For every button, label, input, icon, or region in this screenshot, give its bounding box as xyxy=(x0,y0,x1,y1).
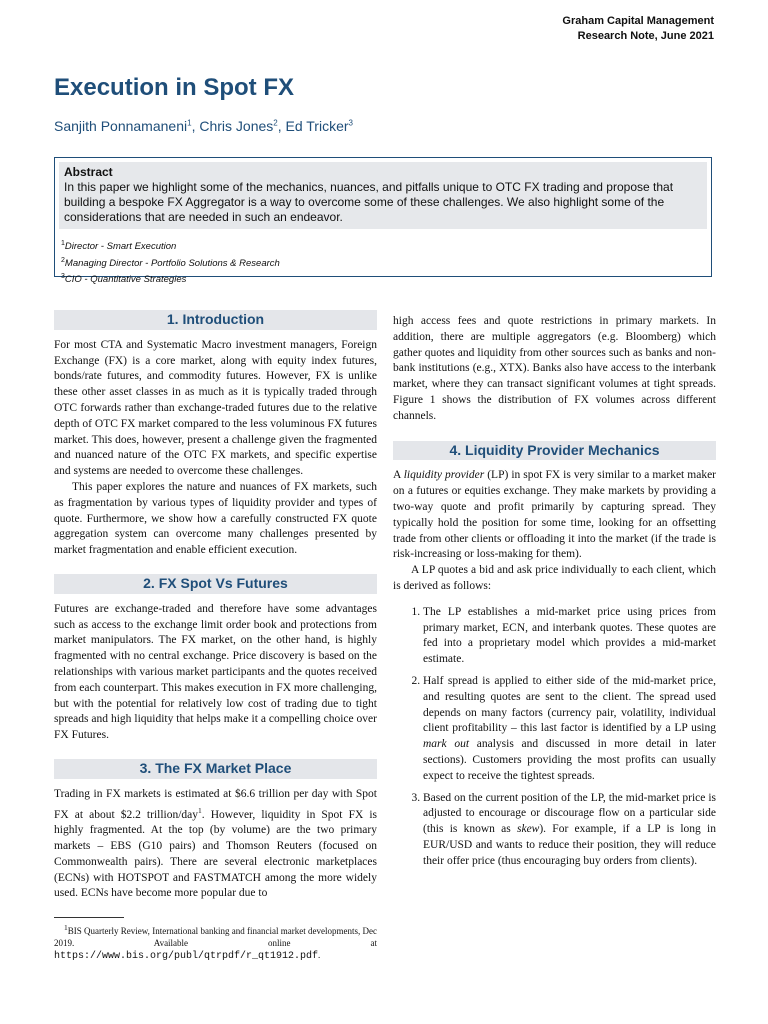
footnote-url[interactable]: https://www.bis.org/publ/qtrpdf/r_qt1912.pdf xyxy=(54,951,319,962)
section-heading-spot-vs-futures: 2. FX Spot Vs Futures xyxy=(54,574,377,594)
abstract xyxy=(59,162,707,229)
lp-paragraph-1 xyxy=(393,468,716,563)
abstract-box xyxy=(54,157,712,286)
text-run: Trading in FX markets is estimated at $6.6 trillion per day with Spot FX at about $2.2 trillion/day xyxy=(54,787,377,821)
running-header xyxy=(562,14,714,44)
footnote-sup: 1 xyxy=(64,923,68,932)
text-run: analysis and discussed in more detail in later sections). Customers providing the most profits can usually expect to receive the tightest spreads. xyxy=(423,738,716,782)
affiliation-item xyxy=(61,270,705,287)
section-heading-lp-mechanics: 4. Liquidity Provider Mechanics xyxy=(393,441,716,461)
abstract-text: In this paper we highlight some of the mechanics, nuances, and pitfalls unique to OTC FX trading and propose that building a bespoke FX Aggregator is a way to overcome some of these challenges. We also highlight some of the considerations that are needed in such an endeavor. xyxy=(64,180,674,224)
right-column xyxy=(393,314,716,876)
intro-paragraph-1: For most CTA and Systematic Macro investment managers, Foreign Exchange (FX) is a core market, along with equity index futures, bonds/rate futures, and commodity futures. However, FX is unlike these other asset classes in as much as it is typically traded through OTC forwards rather than exchange-traded futures due to the relative depth of OTC FX market compared to the less voluminous FX futures market. This does, however, present a challenge given the fragmented and nuanced nature of the OTC FX markets, and specific expertise and systems are needed to overcome these challenges. xyxy=(54,338,377,478)
list-item xyxy=(423,791,716,870)
author-name: Chris Jones xyxy=(199,118,274,134)
affiliations xyxy=(55,233,711,291)
author-sup: 2 xyxy=(273,118,278,128)
text-run: ). For example, if a LP is long in EUR/USD and wants to reduce their position, they will reduce their offer price (thus encouraging buy orders from clients). xyxy=(423,823,716,867)
list-item: 1. The LP establishes a mid-market price using prices from primary market, ECN, and interbank quotes. These quotes are fed into a proprietary model which provides a mid-market estimate. xyxy=(423,605,716,668)
market-place-paragraph xyxy=(54,787,377,902)
paper-title: Execution in Spot FX xyxy=(54,74,295,101)
affiliation-item xyxy=(61,254,705,271)
emphasis: liquidity provider xyxy=(403,469,485,482)
intro-paragraph-2: This paper explores the nature and nuances of FX markets, such as fragmentation by various types of liquidity provider and types of quote. Furthermore, we show how a carefully constructed FX quote aggregation system can overcome many challenges presented by market fragmentation and enable efficient execution. xyxy=(54,480,377,557)
spot-vs-futures-paragraph: Futures are exchange-traded and therefore have some advantages such as access to the exchange limit order book and protections from market manipulators. The FX market, on the other hand, is highly fragmented with no central exchange. Price discovery is based on the relationships with various market participants and the quotes received from each counterpart. This makes execution in FX more challenging, but with the potential for relatively low cost of trading due to tight spreads and high liquidity that helps make it a compelling choice over FX Futures. xyxy=(54,602,377,742)
section-heading-market-place: 3. The FX Market Place xyxy=(54,759,377,779)
emphasis: mark out xyxy=(423,738,470,751)
text-run: Half spread is applied to either side of the mid-market price, and resulting quotes are sent to the client. The spread used depends on many factors (currency pair, volatility, individual client profitability – this last factor is identified by a LP using xyxy=(423,674,716,735)
emphasis: skew xyxy=(516,823,540,836)
author-name: Sanjith Ponnamaneni xyxy=(54,118,188,134)
affiliation-item xyxy=(61,237,705,254)
affiliation-sup: 1 xyxy=(61,240,65,247)
footnote xyxy=(54,922,377,963)
footnote-text: BIS Quarterly Review, International banking and financial market developments, Dec 2019. Available online at xyxy=(54,926,377,948)
author-sup: 3 xyxy=(348,118,353,128)
footnote-rule xyxy=(54,917,124,918)
list-item xyxy=(423,674,716,785)
left-column xyxy=(54,310,377,902)
section-heading-introduction: 1. Introduction xyxy=(54,310,377,330)
footnote-ref[interactable]: 1 xyxy=(198,805,202,815)
abstract-heading: Abstract xyxy=(64,165,113,179)
market-place-continuation: high access fees and quote restrictions in primary markets. In addition, there are multiple aggregators (e.g. Bloomberg) which gather quotes and liquidity from other sources such as banks and non-bank institutions (e.g., XTX). Banks also have access to the interbank market, where they can transact significant volumes at tight spreads. Figure 1 shows the distribution of FX volumes across different channels. xyxy=(393,315,716,422)
affiliation-sup: 2 xyxy=(61,256,65,264)
lp-paragraph-2: A LP quotes a bid and ask price individually to each client, which is derived as follows: xyxy=(393,564,716,592)
author-name: Ed Tricker xyxy=(285,118,349,134)
text-run: . However, liquidity in Spot FX is highly fragmented. At the top (by volume) are the two primary markets – EBS (G10 pairs) and Thomson Reuters (focused on Commonwealth pairs). There are several electronic marketplaces (ECNs) with HOTSPOT and FASTMATCH among the more widely used. ECNs have become more popular due to xyxy=(54,808,378,900)
text-run: Based on the current position of the LP, the mid-market price is adjusted to encourage or discourage flow on a particular side (this is known as xyxy=(423,791,716,836)
header-note: Research Note, June 2021 xyxy=(577,30,714,42)
header-org: Graham Capital Management xyxy=(562,15,714,27)
footnote-end: . xyxy=(318,950,321,960)
lp-quote-steps xyxy=(393,605,716,870)
affiliation-text: Managing Director - Portfolio Solutions & Research xyxy=(64,257,280,269)
affiliation-text: CIO - Quantitative Strategies xyxy=(64,274,187,286)
affiliation-text: Director - Smart Execution xyxy=(64,241,177,253)
author-sup: 1 xyxy=(187,118,192,128)
affiliation-sup: 3 xyxy=(61,273,65,281)
text-run: A xyxy=(393,469,404,482)
author-list: Sanjith Ponnamaneni$^1$, Chris Jones$^2$, Ed Tricker$^3$ xyxy=(54,118,353,134)
text-run: (LP) in spot FX is very similar to a market maker on a futures or equities exchange. They make markets by providing a two-way quote and profit primarily by capturing spread. They typically hold the position for some time, looking for an offsetting trade from other clients or offloading it into the market (if the trade is risk-increasing or loss-making for them). xyxy=(393,469,717,561)
